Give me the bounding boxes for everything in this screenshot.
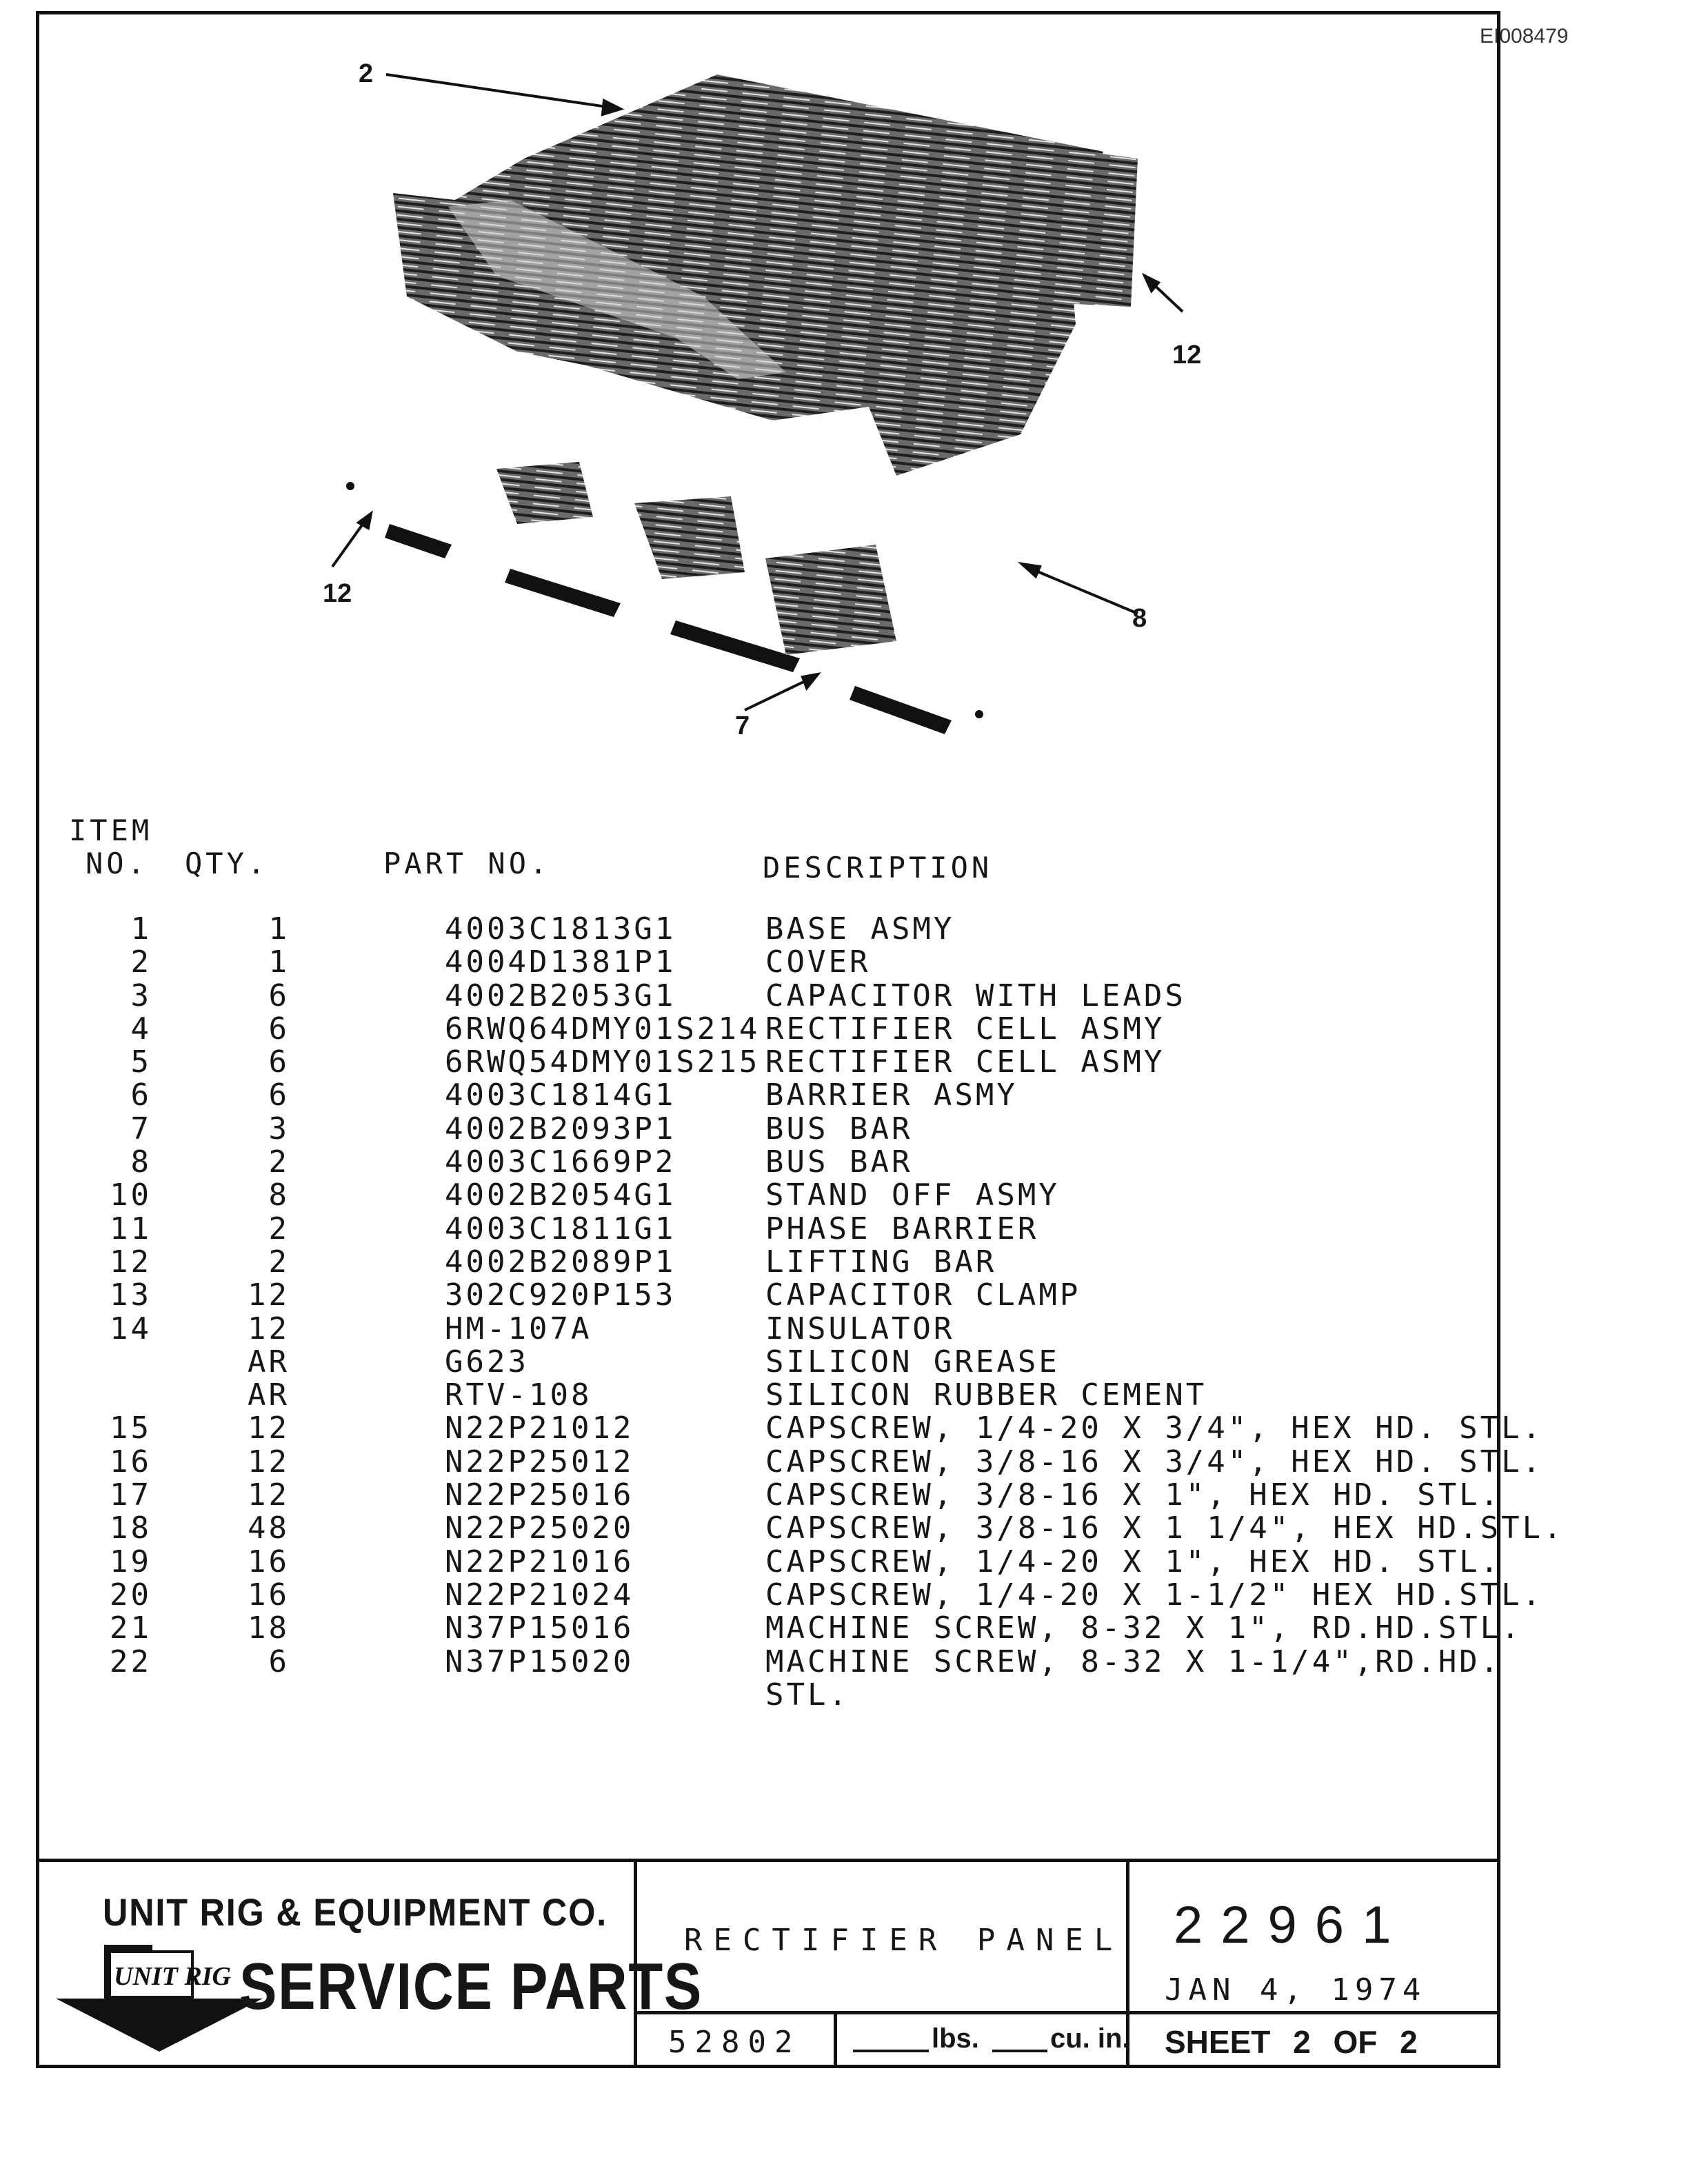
part-no-cell: HM-107A	[445, 1311, 592, 1346]
table-row	[69, 1277, 1503, 1311]
table-row	[69, 1111, 1503, 1144]
part-no-cell: 4003C1813G1	[445, 911, 676, 947]
table-row	[69, 1144, 1503, 1180]
qty-cell: 18	[248, 1610, 290, 1646]
part-no-cell: N22P21012	[445, 1410, 634, 1446]
qty-cell: 6	[268, 1078, 290, 1113]
description-cell: MACHINE SCREW, 8-32 X 1", RD.HD.STL.	[765, 1610, 1523, 1646]
sheet-number: SHEET 2 OF 2	[1165, 2024, 1418, 2060]
qty-cell: 12	[248, 1444, 290, 1479]
qty-cell: 12	[248, 1410, 290, 1446]
qty-cell: 2	[268, 1244, 290, 1280]
description-cell: PHASE BARRIER	[765, 1211, 1039, 1246]
part-no-cell: 4003C1814G1	[445, 1078, 676, 1113]
item-no-cell: 17	[110, 1477, 152, 1513]
item-no-cell: 11	[110, 1211, 152, 1246]
qty-cell: 48	[248, 1510, 290, 1546]
description-cell: CAPSCREW, 3/8-16 X 1", HEX HD. STL.	[765, 1477, 1502, 1513]
description-cell: CAPSCREW, 1/4-20 X 1", HEX HD. STL.	[765, 1544, 1502, 1579]
part-no-cell: G623	[445, 1344, 529, 1379]
qty-cell: 12	[248, 1477, 290, 1513]
drawing-title: RECTIFIER PANEL	[684, 1923, 1124, 1958]
table-row	[69, 1344, 1503, 1377]
part-no-cell: RTV-108	[445, 1377, 592, 1413]
description-cell: BASE ASMY	[765, 911, 955, 947]
table-row	[69, 1644, 1503, 1677]
item-no-cell: 16	[110, 1444, 152, 1479]
table-row	[69, 1377, 1503, 1413]
qty-cell: AR	[248, 1377, 290, 1413]
qty-cell: 12	[248, 1277, 290, 1313]
table-row	[69, 978, 1503, 1011]
item-no-cell: 19	[110, 1544, 152, 1579]
part-no-cell: 6RWQ64DMY01S214	[445, 1011, 761, 1046]
part-no-cell: N22P21024	[445, 1577, 634, 1612]
qty-cell: AR	[248, 1344, 290, 1379]
document-id: EI008479	[1480, 25, 1569, 48]
callout-7: 7	[735, 711, 750, 740]
drawing-number: 22961	[1174, 1896, 1409, 1954]
description-cell: CAPSCREW, 1/4-20 X 3/4", HEX HD. STL.	[765, 1410, 1544, 1446]
header-item-line1: ITEM	[69, 813, 153, 847]
item-no-cell: 10	[110, 1177, 152, 1213]
logo-text: UNIT RIG	[114, 1962, 231, 1991]
item-no-cell: 22	[110, 1644, 152, 1679]
qty-cell: 1	[268, 911, 290, 947]
table-row	[69, 1677, 1503, 1710]
part-no-cell: 4002B2053G1	[445, 978, 676, 1013]
description-cell: MACHINE SCREW, 8-32 X 1-1/4",RD.HD.	[765, 1644, 1502, 1679]
part-no-cell: 4002B2093P1	[445, 1111, 676, 1146]
header-part-no: PART NO.	[383, 847, 551, 880]
table-row	[69, 1311, 1503, 1344]
qty-cell: 6	[268, 1644, 290, 1679]
item-no-cell: 14	[110, 1311, 152, 1346]
part-no-cell: 4002B2089P1	[445, 1244, 676, 1280]
part-no-cell: N22P25016	[445, 1477, 634, 1513]
header-qty: QTY.	[185, 847, 269, 880]
table-row	[69, 1444, 1544, 1479]
table-row	[69, 1011, 1503, 1044]
table-row	[69, 1244, 1503, 1280]
item-no-cell: 15	[110, 1410, 152, 1446]
description-cell: COVER	[765, 944, 871, 980]
item-no-cell: 21	[110, 1610, 152, 1646]
item-no-cell: 2	[130, 944, 152, 980]
table-row	[69, 1544, 1503, 1577]
service-parts-label: SERVICE PARTS	[239, 1950, 703, 2023]
item-no-cell: 8	[130, 1144, 152, 1180]
qty-cell: 12	[248, 1311, 290, 1346]
title-block	[39, 1859, 1497, 2065]
item-no-cell: 7	[130, 1111, 152, 1146]
item-no-cell: 20	[110, 1577, 152, 1612]
qty-cell: 6	[268, 978, 290, 1013]
lbs-label: lbs.	[932, 2023, 979, 2054]
table-row	[69, 1577, 1544, 1612]
cu-in-label: cu. in.	[1050, 2023, 1130, 2054]
description-cell: BARRIER ASMY	[765, 1078, 1018, 1113]
header-item-line2: NO.	[86, 847, 148, 880]
table-row	[69, 1211, 1503, 1244]
table-row	[69, 1477, 1503, 1513]
callout-12-left: 12	[323, 579, 352, 608]
drawing-date: JAN 4, 1974	[1165, 1972, 1427, 2008]
description-cell: CAPACITOR WITH LEADS	[765, 978, 1186, 1013]
callout-2: 2	[359, 59, 374, 88]
description-cell: INSULATOR	[765, 1311, 955, 1346]
part-no-cell: N37P15020	[445, 1644, 634, 1679]
table-row	[69, 1410, 1544, 1446]
parts-list	[69, 911, 1565, 1712]
description-cell: CAPSCREW, 1/4-20 X 1-1/2" HEX HD.STL.	[765, 1577, 1544, 1612]
item-no-cell: 3	[130, 978, 152, 1013]
description-cell: CAPSCREW, 3/8-16 X 3/4", HEX HD. STL.	[765, 1444, 1544, 1479]
item-no-cell: 6	[130, 1078, 152, 1113]
item-no-cell: 5	[130, 1044, 152, 1080]
part-no-cell: 4004D1381P1	[445, 944, 676, 980]
item-no-cell: 13	[110, 1277, 152, 1313]
description-cell: BUS BAR	[765, 1144, 913, 1180]
callout-8: 8	[1132, 604, 1147, 633]
qty-cell: 6	[268, 1011, 290, 1046]
qty-cell: 8	[268, 1177, 290, 1213]
description-cell: STL.	[765, 1677, 850, 1712]
part-no-cell: 302C920P153	[445, 1277, 676, 1313]
part-code: 52802	[668, 2025, 801, 2060]
table-row	[69, 911, 1503, 947]
table-row	[69, 1510, 1565, 1546]
qty-cell: 3	[268, 1111, 290, 1146]
qty-cell: 16	[248, 1577, 290, 1612]
item-no-cell: 4	[130, 1011, 152, 1046]
item-no-cell: 18	[110, 1510, 152, 1546]
table-row	[69, 944, 1503, 978]
part-no-cell: 4002B2054G1	[445, 1177, 676, 1213]
company-name: UNIT RIG & EQUIPMENT CO.	[103, 1890, 608, 1934]
qty-cell: 2	[268, 1211, 290, 1246]
header-description: DESCRIPTION	[763, 851, 993, 884]
part-no-cell: 4003C1811G1	[445, 1211, 676, 1246]
table-row	[69, 1078, 1503, 1111]
item-no-cell: 1	[130, 911, 152, 947]
table-row	[69, 1044, 1503, 1078]
qty-cell: 1	[268, 944, 290, 980]
description-cell: SILICON RUBBER CEMENT	[765, 1377, 1207, 1413]
qty-cell: 6	[268, 1044, 290, 1080]
qty-cell: 2	[268, 1144, 290, 1180]
description-cell: STAND OFF ASMY	[765, 1177, 1060, 1213]
part-no-cell: 6RWQ54DMY01S215	[445, 1044, 761, 1080]
item-no-cell: 12	[110, 1244, 152, 1280]
table-row	[69, 1610, 1523, 1646]
description-cell: LIFTING BAR	[765, 1244, 997, 1280]
description-cell: SILICON GREASE	[765, 1344, 1060, 1379]
part-no-cell: 4003C1669P2	[445, 1144, 676, 1180]
table-row	[69, 1177, 1503, 1211]
description-cell: CAPACITOR CLAMP	[765, 1277, 1081, 1313]
part-no-cell: N22P25012	[445, 1444, 634, 1479]
description-cell: RECTIFIER CELL ASMY	[765, 1044, 1165, 1080]
description-cell: RECTIFIER CELL ASMY	[765, 1011, 1165, 1046]
part-no-cell: N37P15016	[445, 1610, 634, 1646]
description-cell: BUS BAR	[765, 1111, 913, 1146]
rectifier-panel-drawing	[290, 48, 1227, 765]
qty-cell: 16	[248, 1544, 290, 1579]
part-no-cell: N22P21016	[445, 1544, 634, 1579]
part-no-cell: N22P25020	[445, 1510, 634, 1546]
description-cell: CAPSCREW, 3/8-16 X 1 1/4", HEX HD.STL.	[765, 1510, 1565, 1546]
callout-12-right: 12	[1172, 341, 1202, 370]
